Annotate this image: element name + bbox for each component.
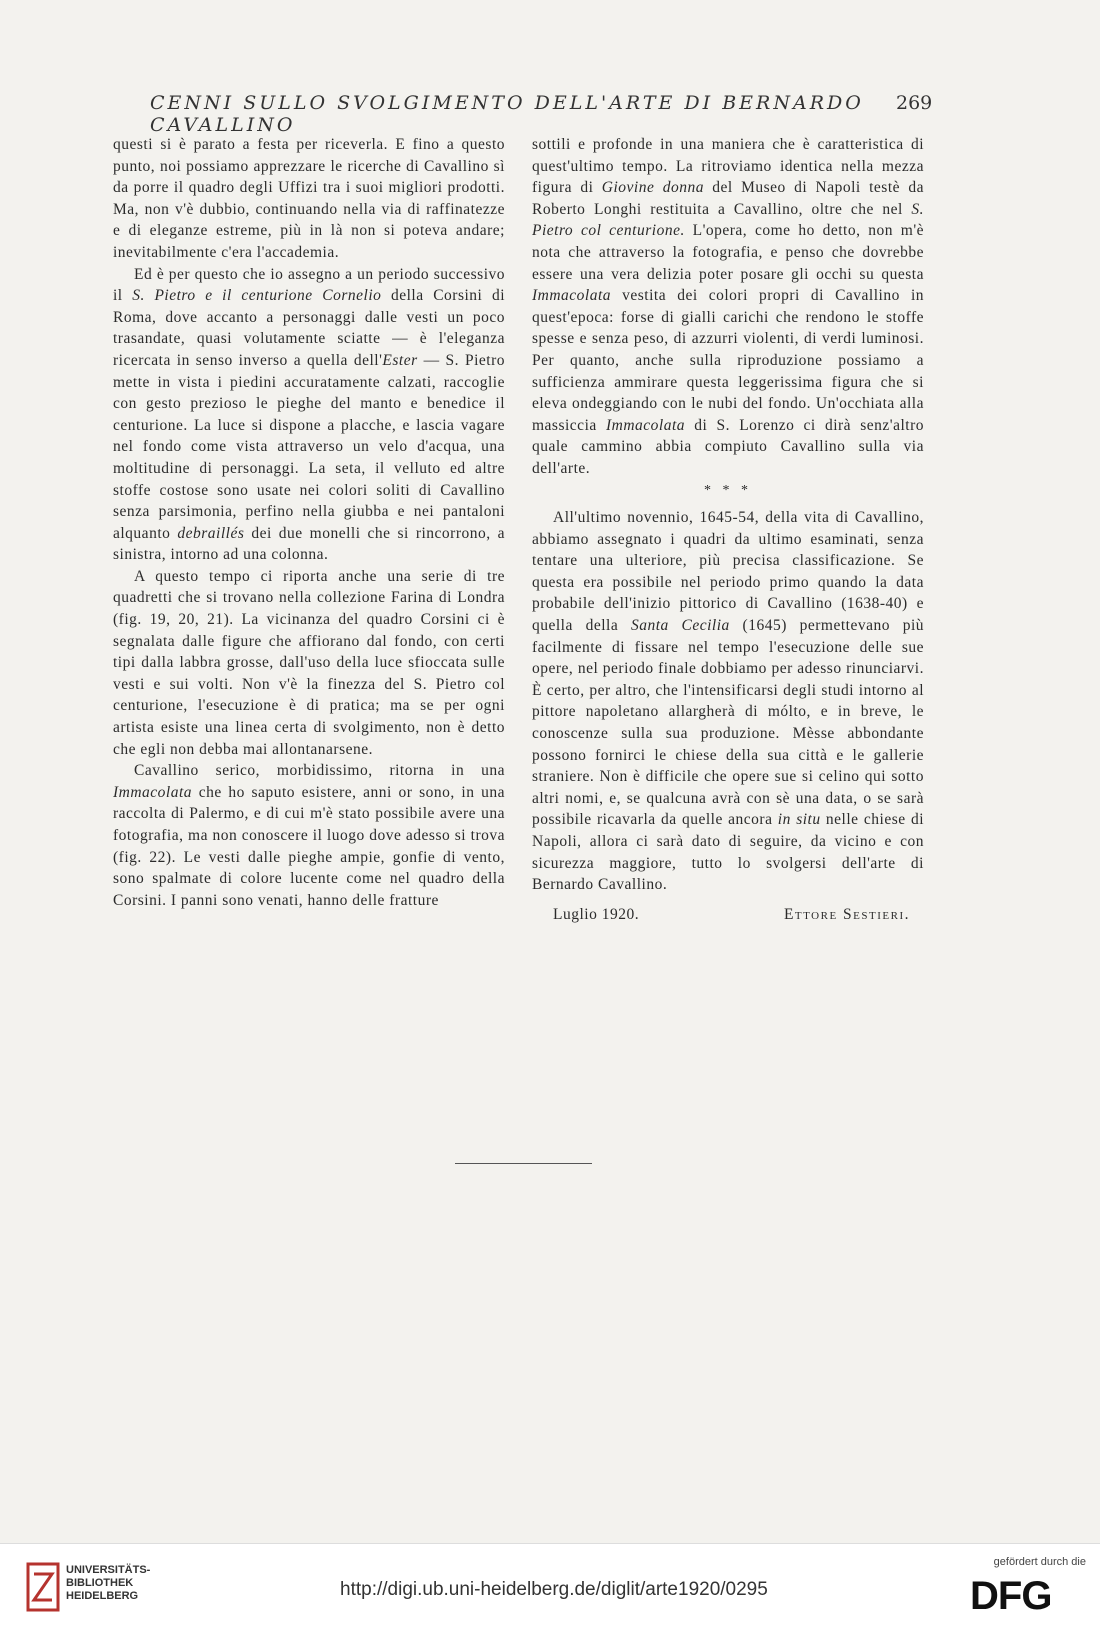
- artwork-title: Immacolata: [605, 416, 686, 434]
- permalink-url[interactable]: http://digi.ub.uni-heidelberg.de/diglit/arte1920/0295: [340, 1579, 768, 1600]
- digitization-footer: [0, 1543, 1100, 1630]
- page-number: 269: [896, 92, 933, 114]
- university-library-logo-icon: [26, 1562, 60, 1612]
- author-name: Ettore Sestieri.: [783, 905, 910, 923]
- signature-line: [532, 904, 924, 926]
- date: Luglio 1920.: [553, 905, 640, 923]
- section-separator: * * *: [704, 482, 752, 498]
- artwork-title: Immacolata: [113, 783, 193, 801]
- artwork-title: Giovine donna: [601, 179, 704, 197]
- right-column: [532, 134, 924, 925]
- italic-term: in situ: [777, 811, 821, 829]
- artwork-title: Santa Cecilia: [630, 617, 730, 635]
- paragraph: All'ultimo novennio, 1645-54, della vita di Cavallino, abbiamo assegnato i quadri da ultimo esaminati, senza tentare una ulteriore, più precisa classificazione. Se questa era possibile nel periodo primo quando la data probabile dell'inizio pittorico di Cavallino (1638-40) e quella della Santa Cecilia (1645) permettevano più facilmente di fissare nel tempo l'esecuzione delle sue opere, nel periodo finale dobbiamo per adesso rinunciarvi. È certo, per altro, che l'intensificarsi degli studi intorno al pittore napoletano allargherà di mólto, e in breve, le conoscenze sulla sua produzione. Mèsse abbondante possono fornirci le chiese della sua città e le gallerie straniere. Non è difficile che opere sue si celino qui sotto altri nomi, e, se qualcuna avrà con sè una data, o se sarà possibile ricavarla da quelle ancora in situ nelle chiese di Napoli, allora ci sarà dato di seguire, da vicino e con sicurezza maggiore, tutto lo svolgersi dell'arte di Bernardo Cavallino.: [532, 509, 925, 894]
- artwork-title: Ester: [382, 351, 418, 369]
- left-column: [113, 134, 505, 911]
- end-rule: [455, 1163, 592, 1164]
- running-title: CENNI SULLO SVOLGIMENTO DELL'ARTE DI BERNARDO CAVALLINO: [150, 92, 864, 136]
- paragraph: Cavallino serico, morbidissimo, ritorna in una Immacolata che ho saputo esistere, anni or sono, in una raccolta di Palermo, e di cui m'è stato possibile avere una fotografia, ma non conoscere il luogo dove adesso si trova (fig. 22). Le vesti dalle pieghe ampie, gonfie di vento, sono spalmate di colore lucente come nel quadro della Corsini. I panni sono venati, hanno delle fratture: [113, 762, 505, 909]
- paragraph: Ed è per questo che io assegno a un periodo successivo il S. Pietro e il centurione Cornelio della Corsini di Roma, dove accanto a personaggi dalle vesti un poco trasandate, quasi volutamente sciatte — è l'eleganza ricercata in senso inverso a quella dell'Ester — S. Pietro mette in vista i piedini accuratamente calzati, raccoglie con gesto prezioso le pieghe del manto e benedice il centurione. La luce si dispone a placche, e lascia vagare nel fondo come vista attraverso un velo d'acqua, una moltitudine di personaggi. La seta, il velluto ed altre stoffe costose sono usate nei colori soliti di Cavallino senza parsimonia, perfino nella giubba e nei pantaloni alquanto debraillés dei due monelli che si rincorrono, a sinistra, intorno ad una colonna.: [113, 265, 506, 564]
- funding-note: gefördert durch die: [993, 1556, 1086, 1568]
- paragraph: sottili e profonde in una maniera che è caratteristica di quest'ultimo tempo. La ritroviamo identica nella mezza figura di Giovine donna del Museo di Napoli testè da Roberto Longhi restituita a Cavallino, oltre che nel S. Pietro col centurione. L'opera, come ho detto, non m'è nota che attraverso la fotografia, e penso che dovrebbe essere una vera delizia poter posare gli occhi su questa Immacolata vestita dei colori propri di Cavallino in quest'epoca: forse di gialli carichi che rendono le stoffe spesse e senza peso, di azzurri violenti, di verdi luminosi. Per quanto, anche sulla riproduzione possiamo a sufficienza ammirare questa leggerissima figura che si eleva ondeggiando con le nubi del fondo. Un'occhiata alla massiccia Immacolata di S. Lorenzo ci dirà senz'altro quale cammino abbia compiuto Cavallino sulla via dell'arte.: [532, 136, 925, 477]
- paragraph: A questo tempo ci riporta anche una serie di tre quadretti che si trovano nella collezione Farina di Londra (fig. 19, 20, 21). La vicinanza del quadro Corsini ci è segnalata dalle figure che affiorano dal fondo, con certi tipi dalla labbra grosse, dall'uso della luce sfioccata sulle vesti e sui volti. Non v'è la finezza del S. Pietro col centurione, l'esecuzione è di pratica; ma se per ogni artista esiste una linea certa di svolgimento, non è detto che egli non debba mai allontanarsene.: [113, 567, 505, 758]
- artwork-title: S. Pietro e il centurione Cornelio: [132, 287, 382, 305]
- paragraph: questi si è parato a festa per riceverla. E fino a questo punto, noi possiamo apprezzare le ricerche di Cavallino sì da porre il quadro degli Uffizi tra i suoi migliori prodotti. Ma, non v'è dubbio, continuando nella via di raffinatezze e di eleganze estreme, più in là non si poteva andare; inevitabilmente c'era l'accademia.: [113, 136, 505, 261]
- dfg-logo: DFG: [970, 1574, 1052, 1618]
- italic-term: debraillés: [177, 524, 245, 542]
- artwork-title: Immacolata: [532, 287, 612, 305]
- artwork-title: S. Pietro col centurione.: [532, 200, 924, 240]
- library-name: UNIVERSITÄTS- BIBLIOTHEK HEIDELBERG: [66, 1564, 151, 1602]
